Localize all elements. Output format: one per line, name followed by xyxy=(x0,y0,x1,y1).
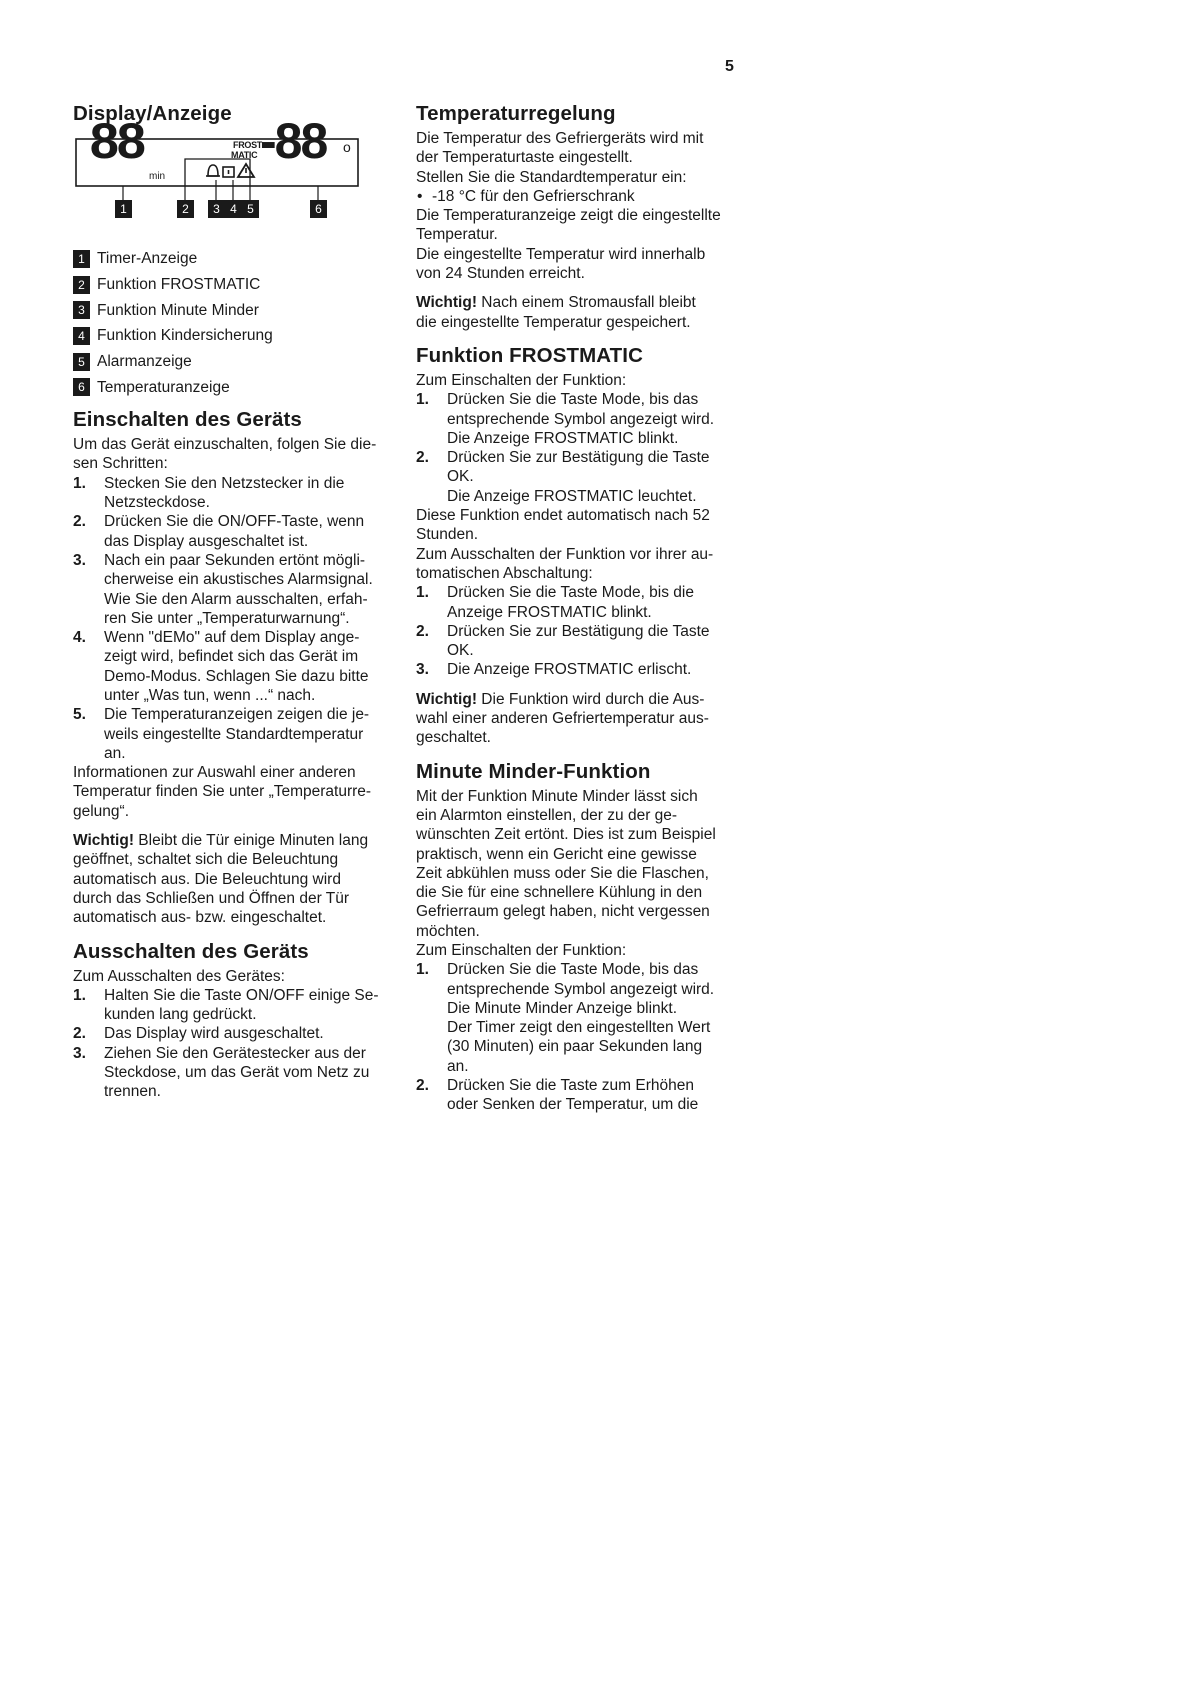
display-legend xyxy=(73,246,400,400)
frostmatic-middle: Diese Funktion endet automatisch nach 52 Stunden. Zum Ausschalten der Funktion vor ihrer au- tomatischen Abschaltung: xyxy=(416,507,714,582)
legend-number: 3 xyxy=(73,301,90,319)
einschalten-info: Informationen zur Auswahl einer anderen Temperatur finden Sie unter „Temperaturre- gelung“. xyxy=(73,764,372,820)
frostmatic-note xyxy=(416,690,746,748)
callout-2: 2 xyxy=(177,200,194,218)
list-item xyxy=(73,551,400,628)
step-number: 1. xyxy=(416,584,429,602)
minute-minder-steps xyxy=(416,960,746,1114)
einschalten-steps xyxy=(73,474,400,763)
legend-text: Funktion Kindersicherung xyxy=(97,327,273,345)
list-item xyxy=(416,660,746,679)
step-text: Drücken Sie die Taste Mode, bis das entsprechende Symbol angezeigt wird. Die Anzeige FROSTMATIC blinkt. xyxy=(447,391,715,447)
step-text: Das Display wird ausgeschaltet. xyxy=(104,1025,324,1043)
list-item xyxy=(416,960,746,1076)
frost-label: FROST xyxy=(233,140,262,150)
step-text: Ziehen Sie den Gerätestecker aus der Steckdose, um das Gerät vom Netz zu trennen. xyxy=(104,1044,370,1101)
list-item xyxy=(416,622,746,661)
legend-item xyxy=(73,272,400,298)
callout-6: 6 xyxy=(310,200,327,218)
legend-number: 6 xyxy=(73,378,90,396)
note-text: Bleibt die Tür einige Minuten lang geöffnet, schaltet sich die Beleuchtung automatisch aus. Die Beleuchtung wird durch das Schließen und Öffnen der Tür automatisch aus- bzw. eingeschaltet. xyxy=(73,832,369,927)
list-item xyxy=(73,628,400,705)
step-text: Drücken Sie die Taste Mode, bis die Anzeige FROSTMATIC blinkt. xyxy=(447,584,694,621)
alarm-icon xyxy=(238,164,254,177)
einschalten-note xyxy=(73,831,400,927)
list-item xyxy=(416,583,746,622)
min-label: min xyxy=(149,171,166,182)
step-number: 5. xyxy=(73,706,86,724)
step-text: Die Anzeige FROSTMATIC erlischt. xyxy=(447,661,692,679)
step-text: Drücken Sie die Taste Mode, bis das entsprechende Symbol angezeigt wird. Die Minute Minder Anzeige blinkt. Der Timer zeigt den eingestellten Wert (30 Minuten) ein paar Sekunden lang an. xyxy=(447,961,715,1075)
callout-4: 4 xyxy=(225,200,242,218)
step-text: Wenn "dEMo" auf dem Display ange- zeigt wird, befindet sich das Gerät im Demo-Modus. Schlagen Sie dazu bitte unter „Was tun, wenn ...“ nach. xyxy=(104,629,369,704)
step-number: 2. xyxy=(416,622,429,640)
step-text: Drücken Sie zur Bestätigung die Taste OK. xyxy=(447,622,710,660)
note-label: Wichtig! xyxy=(416,294,477,312)
note-label: Wichtig! xyxy=(73,832,134,850)
legend-text: Temperaturanzeige xyxy=(97,378,230,396)
legend-item xyxy=(73,297,400,323)
minute-minder-heading: Minute Minder-Funktion xyxy=(416,759,651,783)
step-number: 3. xyxy=(73,551,86,569)
frostmatic-steps-off xyxy=(416,583,746,679)
legend-text: Funktion Minute Minder xyxy=(97,301,259,319)
step-number: 1. xyxy=(73,986,86,1004)
legend-item xyxy=(73,323,400,349)
note-text: Die Funktion wird durch die Aus- wahl einer anderen Gefriertemperatur aus- geschaltet. xyxy=(416,690,709,747)
frostmatic-heading: Funktion FROSTMATIC xyxy=(416,343,643,367)
bell-icon xyxy=(206,165,220,176)
right-column xyxy=(416,102,746,1115)
step-number: 2. xyxy=(73,1025,86,1043)
step-text: Stecken Sie den Netzstecker in die Netzsteckdose. xyxy=(104,474,345,512)
temperatur-bullet: • -18 °C für den Gefrierschrank xyxy=(416,187,746,206)
ausschalten-intro: Zum Ausschalten des Gerätes: xyxy=(73,967,285,985)
step-text: Drücken Sie zur Bestätigung die Taste OK. Die Anzeige FROSTMATIC leuchtet. xyxy=(447,449,710,505)
step-number: 4. xyxy=(73,629,86,647)
ausschalten-heading: Ausschalten des Geräts xyxy=(73,939,309,963)
step-text: Die Temperaturanzeigen zeigen die je- weils eingestellte Standardtemperatur an. xyxy=(104,706,370,762)
step-number: 1. xyxy=(73,474,86,492)
ausschalten-steps xyxy=(73,986,400,1102)
callout-5: 5 xyxy=(242,200,259,218)
legend-text: Funktion FROSTMATIC xyxy=(97,275,261,293)
temperature-digits: -88 xyxy=(260,113,327,169)
legend-item xyxy=(73,374,400,400)
page-number: 5 xyxy=(725,58,734,75)
list-item xyxy=(416,448,746,506)
legend-number: 5 xyxy=(73,353,90,371)
step-number: 2. xyxy=(416,1077,429,1095)
legend-item xyxy=(73,246,400,272)
matic-label: MATIC xyxy=(231,150,258,160)
callout-3: 3 xyxy=(208,200,225,218)
step-text: Drücken Sie die Taste zum Erhöhen oder Senken der Temperatur, um die xyxy=(447,1077,699,1114)
step-text: Halten Sie die Taste ON/OFF einige Se- kunden lang gedrückt. xyxy=(104,986,379,1024)
step-number: 1. xyxy=(416,961,429,979)
step-number: 2. xyxy=(73,513,86,531)
timer-digits: 88 xyxy=(89,113,144,169)
step-number: 3. xyxy=(416,661,429,679)
legend-item xyxy=(73,349,400,375)
list-item xyxy=(73,1024,400,1043)
einschalten-intro: Um das Gerät einzuschalten, folgen Sie die- sen Schritten: xyxy=(73,436,377,473)
legend-number: 1 xyxy=(73,250,90,268)
legend-number: 2 xyxy=(73,276,90,294)
degree-symbol: o xyxy=(343,139,351,155)
legend-text: Timer-Anzeige xyxy=(97,250,198,268)
temperatur-text-2: Die Temperaturanzeige zeigt die eingestellte Temperatur. Die eingestellte Temperatur wird innerhalb von 24 Stunden erreicht. xyxy=(416,207,721,283)
legend-number: 4 xyxy=(73,327,90,345)
left-column xyxy=(73,102,400,1102)
note-label: Wichtig! xyxy=(416,690,477,708)
legend-text: Alarmanzeige xyxy=(97,352,192,370)
lock-icon xyxy=(223,167,234,177)
temperatur-text-1: Die Temperatur des Gefriergeräts wird mit der Temperaturtaste eingestellt. Stellen Sie die Standardtemperatur ein: xyxy=(416,130,704,186)
temperatur-note xyxy=(416,293,746,332)
list-item xyxy=(73,986,400,1025)
list-item xyxy=(416,390,746,448)
list-item xyxy=(73,474,400,513)
display-heading: Display/Anzeige xyxy=(73,102,232,125)
note-text: Nach einem Stromausfall bleibt die eingestellte Temperatur gespeichert. xyxy=(416,294,696,331)
list-item xyxy=(73,512,400,551)
step-number: 3. xyxy=(73,1044,86,1062)
step-text: Nach ein paar Sekunden ertönt mögli- cherweise ein akustisches Alarmsignal. Wie Sie den Alarm ausschalten, erfah- ren Sie unter „Temperaturwarnung“. xyxy=(104,551,373,627)
step-number: 1. xyxy=(416,391,429,409)
einschalten-heading: Einschalten des Geräts xyxy=(73,408,302,432)
frostmatic-intro: Zum Einschalten der Funktion: xyxy=(416,371,627,389)
list-item xyxy=(73,1044,400,1102)
callout-1: 1 xyxy=(115,200,132,218)
step-number: 2. xyxy=(416,449,429,467)
temperatur-heading: Temperaturregelung xyxy=(416,102,616,125)
step-text: Drücken Sie die ON/OFF-Taste, wenn das Display ausgeschaltet ist. xyxy=(104,513,365,550)
list-item xyxy=(73,705,400,763)
minute-minder-text: Mit der Funktion Minute Minder lässt sich ein Alarmton einstellen, der zu der ge- wünschten Zeit ertönt. Dies ist zum Beispiel praktisch, wenn ein Gericht eine gewisse Zeit abkühlen muss oder Sie die Flaschen, die Sie für eine schnellere Kühlung in den Gefrierraum gelegt haben, nicht vergessen möchten. Zum Einschalten der Funktion: xyxy=(416,787,716,959)
list-item xyxy=(416,1076,746,1115)
frostmatic-steps-on xyxy=(416,390,746,506)
